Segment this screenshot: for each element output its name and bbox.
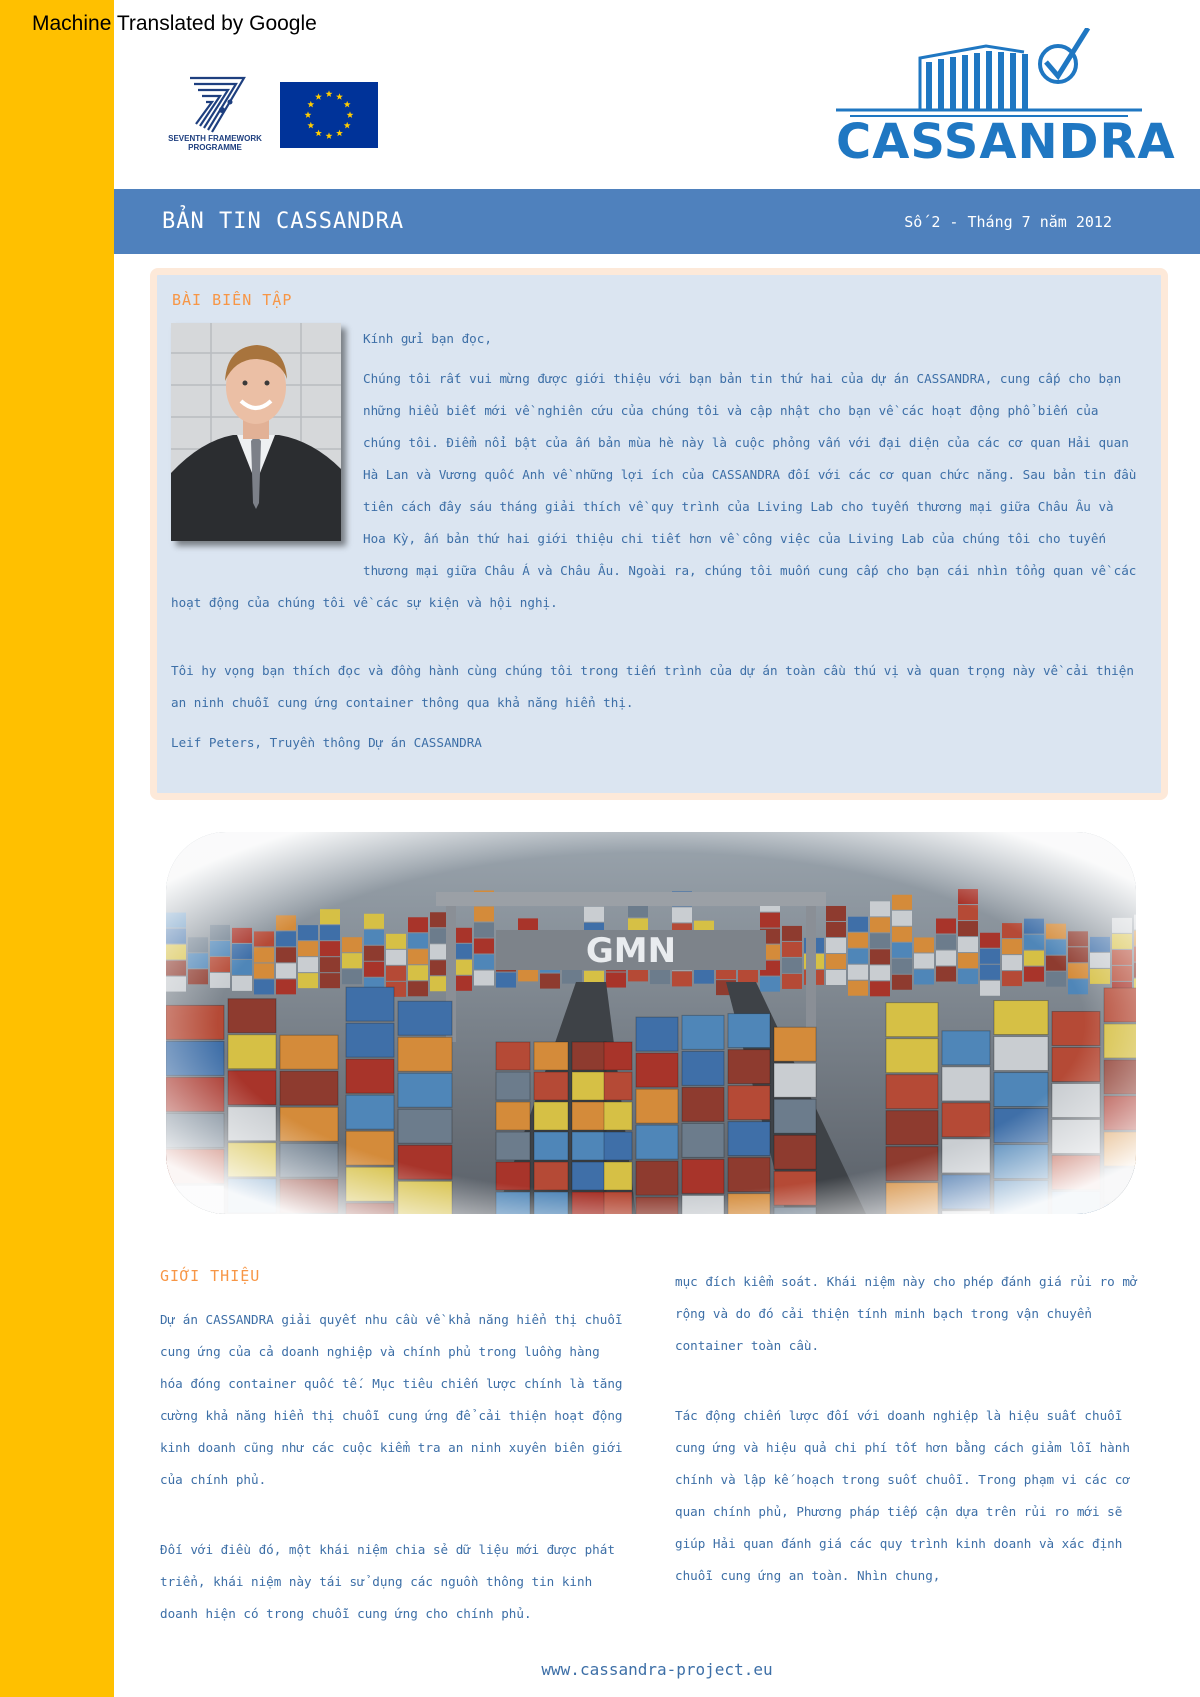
project-website-link[interactable]: www.cassandra-project.eu: [541, 1660, 773, 1679]
fp7-caption: SEVENTH FRAMEWORK PROGRAMME: [168, 134, 262, 152]
editorial-body: [171, 323, 1141, 759]
newsletter-banner: [114, 189, 1200, 254]
cassandra-building-icon: [836, 28, 1142, 118]
intro-column-left: [160, 1262, 630, 1630]
issue-date: Số 2 - Tháng 7 năm 2012: [904, 213, 1112, 231]
eu-flag-icon: [280, 82, 378, 148]
container-port-photo: [166, 832, 1136, 1214]
intro-paragraph: Đối với điều đó, một khái niệm chia sẻ dữ liệu mới được phát triển, khái niệm này tái sử dụng các nguồn thông tin kinh doanh hiện có trong chuỗi cung ứng cho chính phủ.: [160, 1542, 615, 1621]
editorial-signature: Leif Peters, Truyền thông Dự án CASSANDRA: [171, 735, 482, 750]
intro-paragraph: Tác động chiến lược đối với doanh nghiệp là hiệu suất chuỗi cung ứng và hiệu quả chi phí tốt hơn bằng cách giảm lỗi hành chính và lập kế hoạch trong suốt chuỗi. Trong phạm vi các cơ quan chính phủ, Phương pháp tiếp cận dựa trên rủi ro mới sẽ giúp Hải quan đánh giá các quy trình kinh doanh và xác định chuỗi cung ứng an toàn. Nhìn chung,: [675, 1408, 1130, 1583]
editorial-heading: BÀI BIÊN TẬP: [172, 291, 293, 309]
editorial-box: [150, 268, 1168, 800]
intro-heading: GIỚI THIỆU: [160, 1267, 261, 1285]
fp7-seven-icon: [178, 74, 248, 134]
intro-paragraph: mục đích kiểm soát. Khái niệm này cho phép đánh giá rủi ro mở rộng và do đó cải thiện tính minh bạch trong vận chuyển container toàn cầu.: [675, 1274, 1138, 1353]
cassandra-wordmark: CASSANDRA: [836, 114, 1176, 170]
intro-column-right: [675, 1266, 1145, 1592]
newsletter-title: BẢN TIN CASSANDRA: [162, 209, 405, 234]
editorial-paragraph: Chúng tôi rất vui mừng được giới thiệu với bạn bản tin thứ hai của dự án CASSANDRA, cung cấp cho bạn những hiểu biết mới về nghiên cứu của chúng tôi và cập nhật cho bạn về các hoạt động phổ biến của chúng tôi. Điểm nổi bật của ấn bản mùa hè này là cuộc phỏng vấn với đại diện của các cơ quan Hải quan Hà Lan và Vương quốc Anh về những lợi ích của CASSANDRA đối với các cơ quan chức năng. Sau bản tin đầu tiên cách đây sáu tháng giải thích về quy trình của Living Lab cho tuyến thương mại giữa Châu Âu và Hoa Kỳ, ấn bản thứ hai giới thiệu chi tiết hơn về công việc của Living Lab của chúng tôi cho tuyến thương mại giữa Châu Á và Châu Âu. Ngoài ra, chúng tôi muốn cung cấp cho bạn cái nhìn tổng quan về các hoạt động của chúng tôi về các sự kiện và hội nghị.: [171, 371, 1137, 610]
machine-translated-label: Machine Translated by Google: [32, 12, 317, 35]
yellow-sidebar: [0, 0, 114, 1697]
editorial-greeting: Kính gửi bạn đọc,: [363, 331, 492, 346]
intro-paragraph: Dự án CASSANDRA giải quyết nhu cầu về khả năng hiển thị chuỗi cung ứng của cả doanh nghiệp và chính phủ trong luồng hàng hóa đóng container quốc tế. Mục tiêu chiến lược chính là tăng cường khả năng hiển thị chuỗi cung ứng để cải thiện hoạt động kinh doanh cũng như các cuộc kiểm tra an ninh xuyên biên giới của chính phủ.: [160, 1312, 623, 1487]
fp7-logo: [160, 74, 270, 156]
cassandra-logo: [836, 28, 1176, 170]
editorial-paragraph: Tôi hy vọng bạn thích đọc và đồng hành cùng chúng tôi trong tiến trình của dự án toàn cầu thú vị và quan trọng này về cải thiện an ninh chuỗi cung ứng container thông qua khả năng hiển thị.: [171, 663, 1134, 710]
